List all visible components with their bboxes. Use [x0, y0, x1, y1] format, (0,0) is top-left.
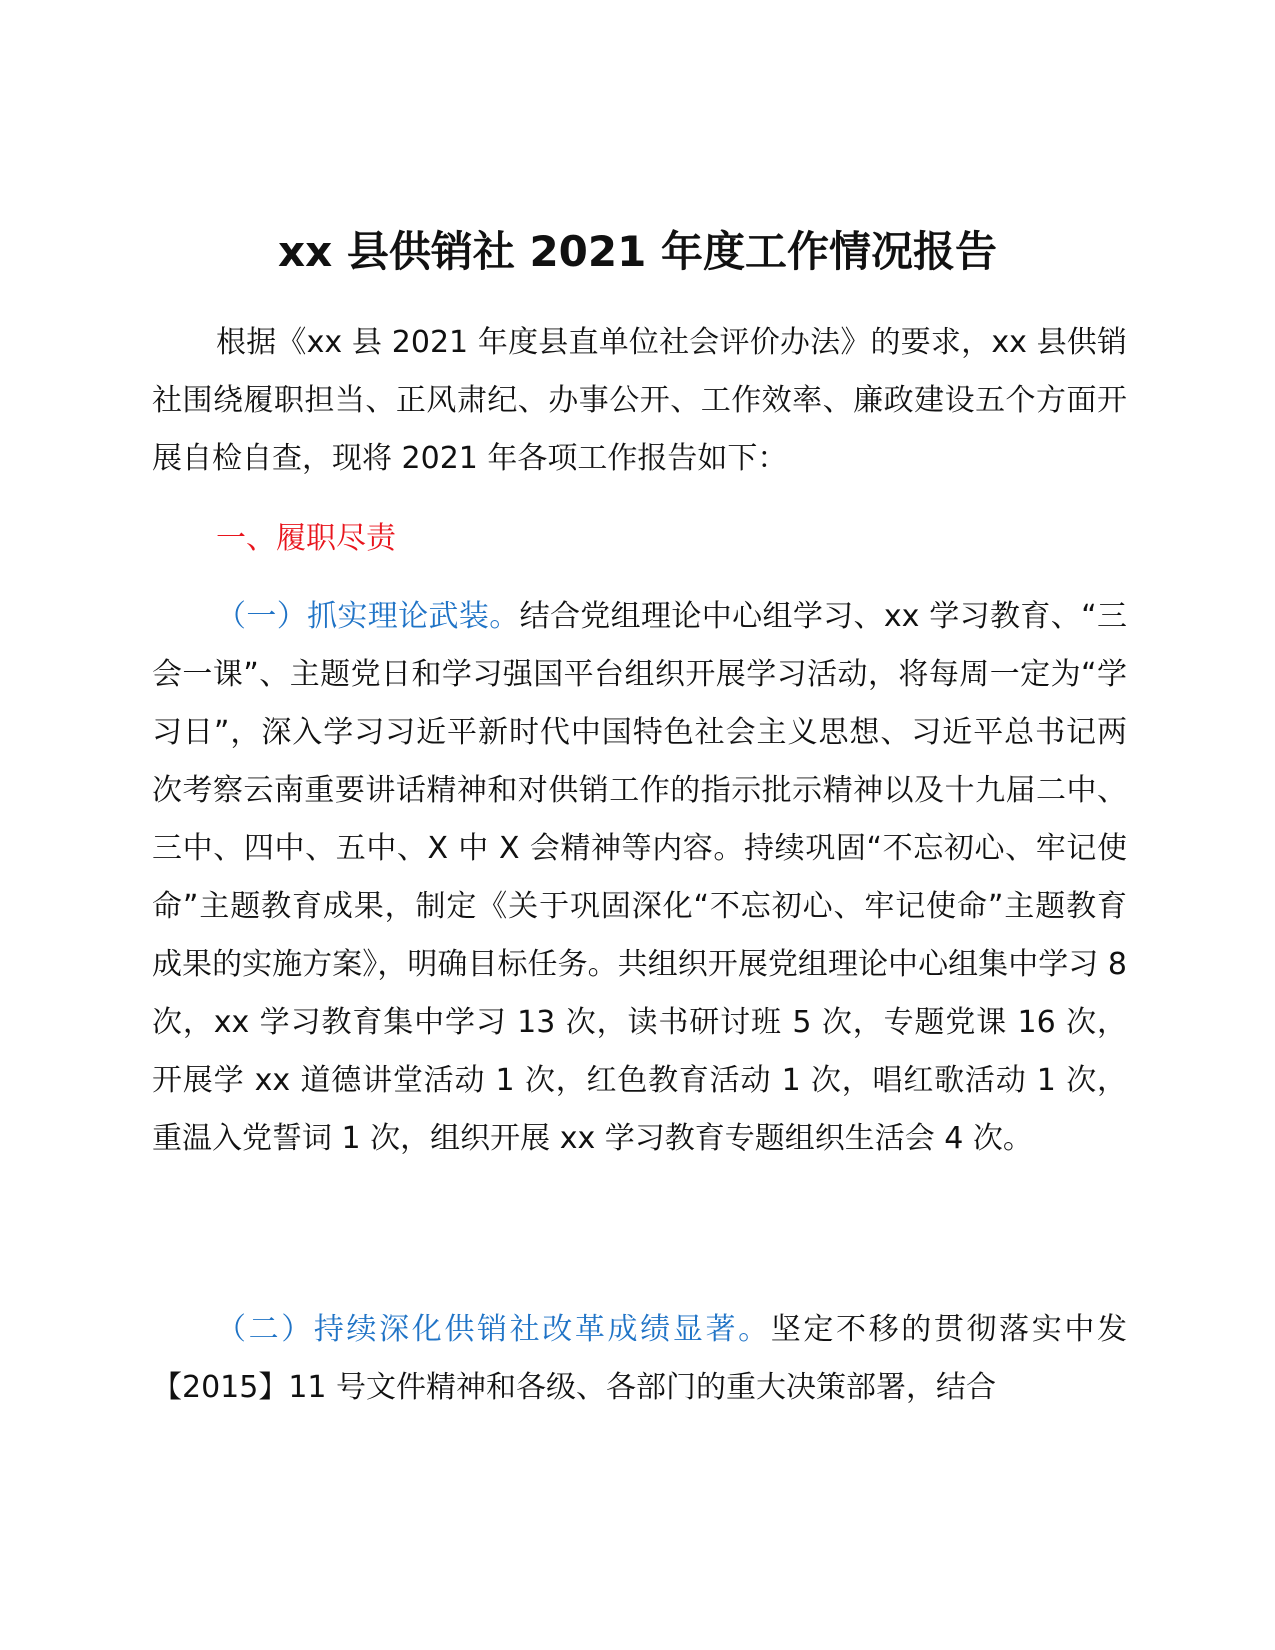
- paragraph-2: [152, 1301, 1127, 1417]
- section-heading-1: 一、履职尽责: [216, 521, 396, 556]
- intro-paragraph: 根据《xx 县 2021 年度县直单位社会评价办法》的要求，xx 县供销社围绕履职担当、正风肃纪、办事公开、工作效率、廉政建设五个方面开展自检自查，现将 2021 年各项工作报告如下：: [152, 325, 1127, 476]
- paragraph-1-heading: （一）抓实理论武装。: [216, 599, 520, 634]
- paragraph-1: [152, 588, 1127, 1168]
- paragraph-2-heading: （二）持续深化供销社改革成绩显著。: [216, 1312, 771, 1347]
- paragraph-1-body: 结合党组理论中心组学习、xx 学习教育、“三会一课”、主题党日和学习强国平台组织开展学习活动，将每周一定为“学习日”，深入学习习近平新时代中国特色社会主义思想、习近平总书记两次考察云南重要讲话精神和对供销工作的指示批示精神以及十九届二中、三中、四中、五中、X 中 X 会精神等内容。持续巩固“不忘初心、牢记使命”主题教育成果，制定《关于巩固深化“不忘初心、牢记使命”主题教育成果的实施方案》，明确目标任务。共组织开展党组理论中心组集中学习 8 次，xx 学习教育集中学习 13 次，读书研讨班 5 次，专题党课 16 次，开展学 xx 道德讲堂活动 1 次，红色教育活动 1 次，唱红歌活动 1 次，重温入党誓词 1 次，组织开展 xx 学习教育专题组织生活会 4 次。: [152, 599, 1127, 1156]
- document-title: xx 县供销社 2021 年度工作情况报告: [278, 227, 997, 276]
- paragraph-2-body: 坚定不移的贯彻落实中发【2015】11 号文件精神和各级、各部门的重大决策部署，结合: [152, 1312, 1127, 1405]
